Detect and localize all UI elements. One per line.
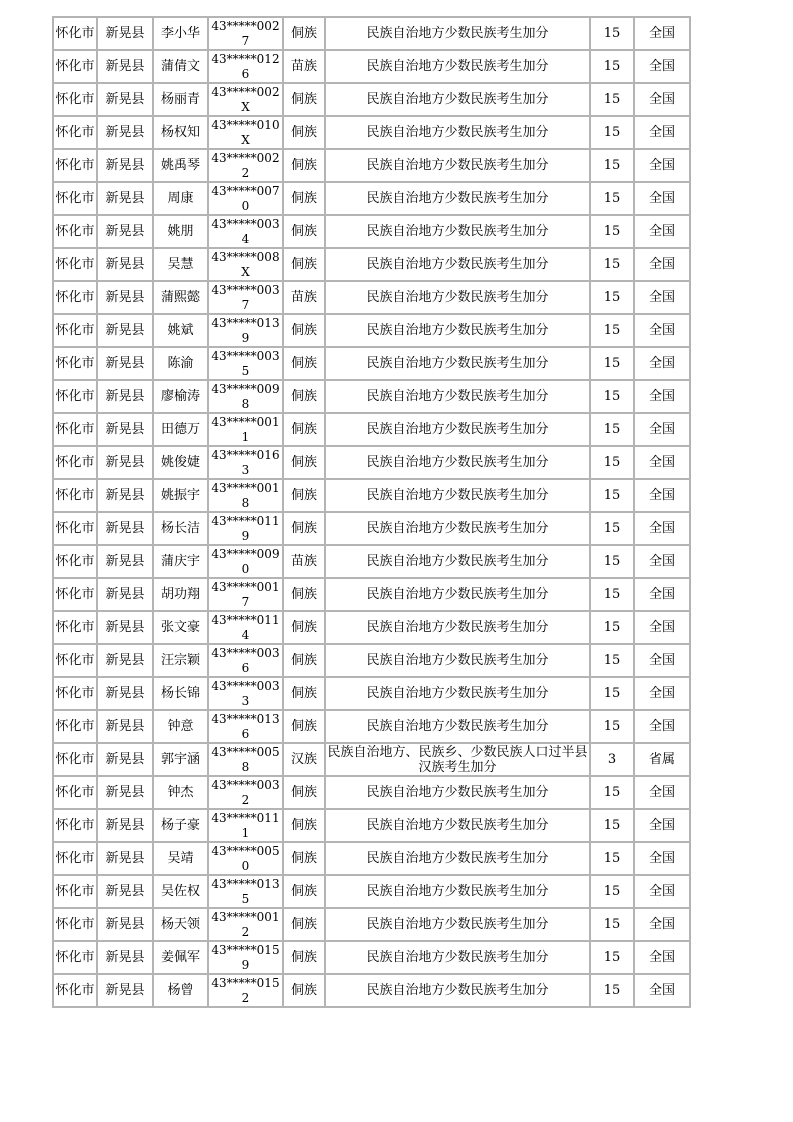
scope-cell: 全国: [634, 611, 690, 644]
city-cell: 怀化市: [53, 413, 97, 446]
bonus-item-cell: 民族自治地方少数民族考生加分: [325, 644, 590, 677]
table-body: [53, 17, 690, 1007]
bonus-item-cell: 民族自治地方少数民族考生加分: [325, 710, 590, 743]
scope-cell: 全国: [634, 149, 690, 182]
city-cell: 怀化市: [53, 842, 97, 875]
bonus-item-cell: 民族自治地方少数民族考生加分: [325, 347, 590, 380]
city-cell: 怀化市: [53, 809, 97, 842]
table-row: [53, 446, 690, 479]
scope-cell: 全国: [634, 479, 690, 512]
county-cell: 新晃县: [97, 116, 153, 149]
bonus-item-cell: 民族自治地方少数民族考生加分: [325, 215, 590, 248]
scope-cell: 全国: [634, 215, 690, 248]
table-row: [53, 50, 690, 83]
id-number-cell: 43*****0036: [208, 644, 283, 677]
bonus-points-cell: 15: [590, 215, 634, 248]
bonus-points-cell: 15: [590, 611, 634, 644]
county-cell: 新晃县: [97, 83, 153, 116]
table-row: [53, 281, 690, 314]
scope-cell: 全国: [634, 875, 690, 908]
scope-cell: 全国: [634, 413, 690, 446]
ethnicity-cell: 侗族: [283, 446, 325, 479]
ethnicity-cell: 侗族: [283, 512, 325, 545]
bonus-points-cell: 15: [590, 479, 634, 512]
table-row: [53, 413, 690, 446]
table-row: [53, 908, 690, 941]
table-row: [53, 314, 690, 347]
student-name-cell: 杨曾: [153, 974, 208, 1007]
ethnicity-cell: 侗族: [283, 413, 325, 446]
county-cell: 新晃县: [97, 677, 153, 710]
table-row: [53, 149, 690, 182]
table-row: [53, 875, 690, 908]
id-number-cell: 43*****0012: [208, 908, 283, 941]
ethnicity-cell: 侗族: [283, 347, 325, 380]
table-row: [53, 347, 690, 380]
id-number-cell: 43*****0032: [208, 776, 283, 809]
scope-cell: 全国: [634, 842, 690, 875]
scope-cell: 全国: [634, 644, 690, 677]
county-cell: 新晃县: [97, 941, 153, 974]
bonus-points-cell: 15: [590, 50, 634, 83]
bonus-points-cell: 15: [590, 446, 634, 479]
county-cell: 新晃县: [97, 248, 153, 281]
id-number-cell: 43*****008X: [208, 248, 283, 281]
bonus-points-cell: 15: [590, 941, 634, 974]
bonus-item-cell: 民族自治地方少数民族考生加分: [325, 875, 590, 908]
bonus-points-cell: 15: [590, 512, 634, 545]
county-cell: 新晃县: [97, 908, 153, 941]
id-number-cell: 43*****0119: [208, 512, 283, 545]
student-name-cell: 姚斌: [153, 314, 208, 347]
scope-cell: 全国: [634, 248, 690, 281]
bonus-item-cell: 民族自治地方、民族乡、少数民族人口过半县汉族考生加分: [325, 743, 590, 776]
bonus-item-cell: 民族自治地方少数民族考生加分: [325, 479, 590, 512]
county-cell: 新晃县: [97, 182, 153, 215]
bonus-points-cell: 15: [590, 578, 634, 611]
county-cell: 新晃县: [97, 512, 153, 545]
city-cell: 怀化市: [53, 116, 97, 149]
city-cell: 怀化市: [53, 974, 97, 1007]
table-row: [53, 710, 690, 743]
ethnicity-cell: 侗族: [283, 908, 325, 941]
bonus-item-cell: 民族自治地方少数民族考生加分: [325, 248, 590, 281]
ethnicity-cell: 侗族: [283, 248, 325, 281]
ethnicity-cell: 侗族: [283, 611, 325, 644]
scope-cell: 省属: [634, 743, 690, 776]
city-cell: 怀化市: [53, 611, 97, 644]
county-cell: 新晃县: [97, 149, 153, 182]
scope-cell: 全国: [634, 941, 690, 974]
student-name-cell: 杨子豪: [153, 809, 208, 842]
ethnicity-cell: 侗族: [283, 875, 325, 908]
student-name-cell: 汪宗颖: [153, 644, 208, 677]
county-cell: 新晃县: [97, 974, 153, 1007]
ethnicity-cell: 侗族: [283, 776, 325, 809]
bonus-points-cell: 15: [590, 149, 634, 182]
scope-cell: 全国: [634, 83, 690, 116]
ethnicity-cell: 侗族: [283, 479, 325, 512]
ethnicity-cell: 侗族: [283, 116, 325, 149]
county-cell: 新晃县: [97, 479, 153, 512]
bonus-points-cell: 15: [590, 380, 634, 413]
bonus-points-cell: 15: [590, 314, 634, 347]
bonus-points-cell: 15: [590, 908, 634, 941]
student-name-cell: 钟意: [153, 710, 208, 743]
table-row: [53, 545, 690, 578]
table-row: [53, 743, 690, 776]
bonus-item-cell: 民族自治地方少数民族考生加分: [325, 578, 590, 611]
city-cell: 怀化市: [53, 50, 97, 83]
student-name-cell: 杨丽青: [153, 83, 208, 116]
city-cell: 怀化市: [53, 578, 97, 611]
county-cell: 新晃县: [97, 875, 153, 908]
city-cell: 怀化市: [53, 545, 97, 578]
bonus-points-cell: 15: [590, 710, 634, 743]
county-cell: 新晃县: [97, 842, 153, 875]
scope-cell: 全国: [634, 974, 690, 1007]
bonus-item-cell: 民族自治地方少数民族考生加分: [325, 974, 590, 1007]
id-number-cell: 43*****0139: [208, 314, 283, 347]
table-row: [53, 215, 690, 248]
county-cell: 新晃县: [97, 17, 153, 50]
ethnicity-cell: 侗族: [283, 644, 325, 677]
city-cell: 怀化市: [53, 743, 97, 776]
ethnicity-cell: 侗族: [283, 842, 325, 875]
ethnicity-cell: 侗族: [283, 941, 325, 974]
id-number-cell: 43*****0018: [208, 479, 283, 512]
student-name-cell: 吴佐权: [153, 875, 208, 908]
city-cell: 怀化市: [53, 644, 97, 677]
bonus-points-cell: 15: [590, 83, 634, 116]
city-cell: 怀化市: [53, 347, 97, 380]
ethnicity-cell: 侗族: [283, 578, 325, 611]
bonus-points-cell: 15: [590, 776, 634, 809]
id-number-cell: 43*****0033: [208, 677, 283, 710]
table-row: [53, 611, 690, 644]
bonus-item-cell: 民族自治地方少数民族考生加分: [325, 281, 590, 314]
city-cell: 怀化市: [53, 314, 97, 347]
student-name-cell: 杨权知: [153, 116, 208, 149]
ethnicity-cell: 苗族: [283, 50, 325, 83]
id-number-cell: 43*****0126: [208, 50, 283, 83]
id-number-cell: 43*****010X: [208, 116, 283, 149]
county-cell: 新晃县: [97, 578, 153, 611]
student-name-cell: 张文豪: [153, 611, 208, 644]
table-row: [53, 17, 690, 50]
city-cell: 怀化市: [53, 281, 97, 314]
city-cell: 怀化市: [53, 677, 97, 710]
bonus-item-cell: 民族自治地方少数民族考生加分: [325, 545, 590, 578]
city-cell: 怀化市: [53, 182, 97, 215]
student-name-cell: 胡功翔: [153, 578, 208, 611]
bonus-points-cell: 15: [590, 347, 634, 380]
county-cell: 新晃县: [97, 776, 153, 809]
ethnicity-cell: 苗族: [283, 281, 325, 314]
table-row: [53, 677, 690, 710]
table-row: [53, 842, 690, 875]
id-number-cell: 43*****0011: [208, 413, 283, 446]
scope-cell: 全国: [634, 710, 690, 743]
bonus-points-cell: 15: [590, 545, 634, 578]
id-number-cell: 43*****0136: [208, 710, 283, 743]
county-cell: 新晃县: [97, 545, 153, 578]
table-row: [53, 974, 690, 1007]
student-name-cell: 钟杰: [153, 776, 208, 809]
ethnicity-cell: 侗族: [283, 17, 325, 50]
city-cell: 怀化市: [53, 380, 97, 413]
id-number-cell: 43*****0022: [208, 149, 283, 182]
bonus-points-cell: 15: [590, 17, 634, 50]
ethnicity-cell: 侗族: [283, 710, 325, 743]
bonus-item-cell: 民族自治地方少数民族考生加分: [325, 776, 590, 809]
county-cell: 新晃县: [97, 809, 153, 842]
id-number-cell: 43*****0070: [208, 182, 283, 215]
bonus-item-cell: 民族自治地方少数民族考生加分: [325, 182, 590, 215]
county-cell: 新晃县: [97, 215, 153, 248]
city-cell: 怀化市: [53, 248, 97, 281]
id-number-cell: 43*****002X: [208, 83, 283, 116]
ethnicity-cell: 侗族: [283, 677, 325, 710]
ethnicity-cell: 侗族: [283, 215, 325, 248]
ethnicity-cell: 侗族: [283, 380, 325, 413]
student-name-cell: 姚俊婕: [153, 446, 208, 479]
city-cell: 怀化市: [53, 512, 97, 545]
student-name-cell: 姚振宇: [153, 479, 208, 512]
city-cell: 怀化市: [53, 776, 97, 809]
bonus-points-cell: 15: [590, 875, 634, 908]
id-number-cell: 43*****0135: [208, 875, 283, 908]
bonus-item-cell: 民族自治地方少数民族考生加分: [325, 413, 590, 446]
id-number-cell: 43*****0114: [208, 611, 283, 644]
id-number-cell: 43*****0035: [208, 347, 283, 380]
bonus-item-cell: 民族自治地方少数民族考生加分: [325, 611, 590, 644]
scope-cell: 全国: [634, 380, 690, 413]
bonus-points-cell: 15: [590, 677, 634, 710]
bonus-item-cell: 民族自治地方少数民族考生加分: [325, 83, 590, 116]
table-row: [53, 512, 690, 545]
bonus-item-cell: 民族自治地方少数民族考生加分: [325, 149, 590, 182]
id-number-cell: 43*****0037: [208, 281, 283, 314]
id-number-cell: 43*****0034: [208, 215, 283, 248]
scope-cell: 全国: [634, 578, 690, 611]
id-number-cell: 43*****0090: [208, 545, 283, 578]
county-cell: 新晃县: [97, 281, 153, 314]
id-number-cell: 43*****0152: [208, 974, 283, 1007]
student-name-cell: 吴靖: [153, 842, 208, 875]
table-row: [53, 182, 690, 215]
city-cell: 怀化市: [53, 446, 97, 479]
ethnicity-cell: 侗族: [283, 83, 325, 116]
student-name-cell: 蒲熙懿: [153, 281, 208, 314]
county-cell: 新晃县: [97, 347, 153, 380]
city-cell: 怀化市: [53, 479, 97, 512]
bonus-points-cell: 15: [590, 413, 634, 446]
city-cell: 怀化市: [53, 710, 97, 743]
student-name-cell: 蒲倩文: [153, 50, 208, 83]
id-number-cell: 43*****0058: [208, 743, 283, 776]
table-row: [53, 776, 690, 809]
table-row: [53, 578, 690, 611]
bonus-points-cell: 3: [590, 743, 634, 776]
city-cell: 怀化市: [53, 149, 97, 182]
scope-cell: 全国: [634, 677, 690, 710]
table-row: [53, 380, 690, 413]
county-cell: 新晃县: [97, 446, 153, 479]
county-cell: 新晃县: [97, 413, 153, 446]
city-cell: 怀化市: [53, 875, 97, 908]
table-row: [53, 248, 690, 281]
student-name-cell: 杨长洁: [153, 512, 208, 545]
id-number-cell: 43*****0163: [208, 446, 283, 479]
county-cell: 新晃县: [97, 644, 153, 677]
table-row: [53, 644, 690, 677]
student-name-cell: 廖榆涛: [153, 380, 208, 413]
bonus-points-cell: 15: [590, 248, 634, 281]
ethnicity-cell: 侗族: [283, 974, 325, 1007]
county-cell: 新晃县: [97, 710, 153, 743]
table-row: [53, 941, 690, 974]
ethnicity-cell: 侗族: [283, 149, 325, 182]
bonus-item-cell: 民族自治地方少数民族考生加分: [325, 677, 590, 710]
id-number-cell: 43*****0111: [208, 809, 283, 842]
bonus-item-cell: 民族自治地方少数民族考生加分: [325, 17, 590, 50]
bonus-item-cell: 民族自治地方少数民族考生加分: [325, 908, 590, 941]
student-name-cell: 田德万: [153, 413, 208, 446]
bonus-item-cell: 民族自治地方少数民族考生加分: [325, 446, 590, 479]
ethnicity-cell: 侗族: [283, 182, 325, 215]
scope-cell: 全国: [634, 50, 690, 83]
id-number-cell: 43*****0050: [208, 842, 283, 875]
county-cell: 新晃县: [97, 380, 153, 413]
bonus-points-cell: 15: [590, 116, 634, 149]
scope-cell: 全国: [634, 545, 690, 578]
bonus-item-cell: 民族自治地方少数民族考生加分: [325, 380, 590, 413]
table-row: [53, 479, 690, 512]
bonus-item-cell: 民族自治地方少数民族考生加分: [325, 941, 590, 974]
table-row: [53, 83, 690, 116]
bonus-item-cell: 民族自治地方少数民族考生加分: [325, 842, 590, 875]
ethnicity-cell: 苗族: [283, 545, 325, 578]
student-name-cell: 蒲庆宇: [153, 545, 208, 578]
scope-cell: 全国: [634, 908, 690, 941]
scope-cell: 全国: [634, 776, 690, 809]
scope-cell: 全国: [634, 809, 690, 842]
county-cell: 新晃县: [97, 50, 153, 83]
bonus-points-cell: 15: [590, 842, 634, 875]
bonus-item-cell: 民族自治地方少数民族考生加分: [325, 314, 590, 347]
scope-cell: 全国: [634, 347, 690, 380]
city-cell: 怀化市: [53, 17, 97, 50]
student-name-cell: 郭宇涵: [153, 743, 208, 776]
city-cell: 怀化市: [53, 215, 97, 248]
table-row: [53, 809, 690, 842]
student-name-cell: 周康: [153, 182, 208, 215]
scope-cell: 全国: [634, 512, 690, 545]
ethnicity-cell: 侗族: [283, 809, 325, 842]
bonus-points-table: [52, 16, 691, 1008]
ethnicity-cell: 侗族: [283, 314, 325, 347]
id-number-cell: 43*****0098: [208, 380, 283, 413]
county-cell: 新晃县: [97, 314, 153, 347]
id-number-cell: 43*****0017: [208, 578, 283, 611]
table-row: [53, 116, 690, 149]
bonus-item-cell: 民族自治地方少数民族考生加分: [325, 50, 590, 83]
scope-cell: 全国: [634, 17, 690, 50]
bonus-points-cell: 15: [590, 644, 634, 677]
id-number-cell: 43*****0159: [208, 941, 283, 974]
student-name-cell: 李小华: [153, 17, 208, 50]
scope-cell: 全国: [634, 446, 690, 479]
bonus-points-cell: 15: [590, 809, 634, 842]
bonus-item-cell: 民族自治地方少数民族考生加分: [325, 116, 590, 149]
id-number-cell: 43*****0027: [208, 17, 283, 50]
student-name-cell: 陈渝: [153, 347, 208, 380]
student-name-cell: 姚朋: [153, 215, 208, 248]
bonus-points-cell: 15: [590, 281, 634, 314]
bonus-points-cell: 15: [590, 182, 634, 215]
scope-cell: 全国: [634, 116, 690, 149]
student-name-cell: 姚禹琴: [153, 149, 208, 182]
scope-cell: 全国: [634, 182, 690, 215]
county-cell: 新晃县: [97, 743, 153, 776]
bonus-item-cell: 民族自治地方少数民族考生加分: [325, 512, 590, 545]
scope-cell: 全国: [634, 314, 690, 347]
city-cell: 怀化市: [53, 941, 97, 974]
ethnicity-cell: 汉族: [283, 743, 325, 776]
city-cell: 怀化市: [53, 908, 97, 941]
student-name-cell: 吴慧: [153, 248, 208, 281]
bonus-points-cell: 15: [590, 974, 634, 1007]
bonus-item-cell: 民族自治地方少数民族考生加分: [325, 809, 590, 842]
county-cell: 新晃县: [97, 611, 153, 644]
student-name-cell: 杨天领: [153, 908, 208, 941]
city-cell: 怀化市: [53, 83, 97, 116]
student-name-cell: 姜佩军: [153, 941, 208, 974]
scope-cell: 全国: [634, 281, 690, 314]
student-name-cell: 杨长锦: [153, 677, 208, 710]
